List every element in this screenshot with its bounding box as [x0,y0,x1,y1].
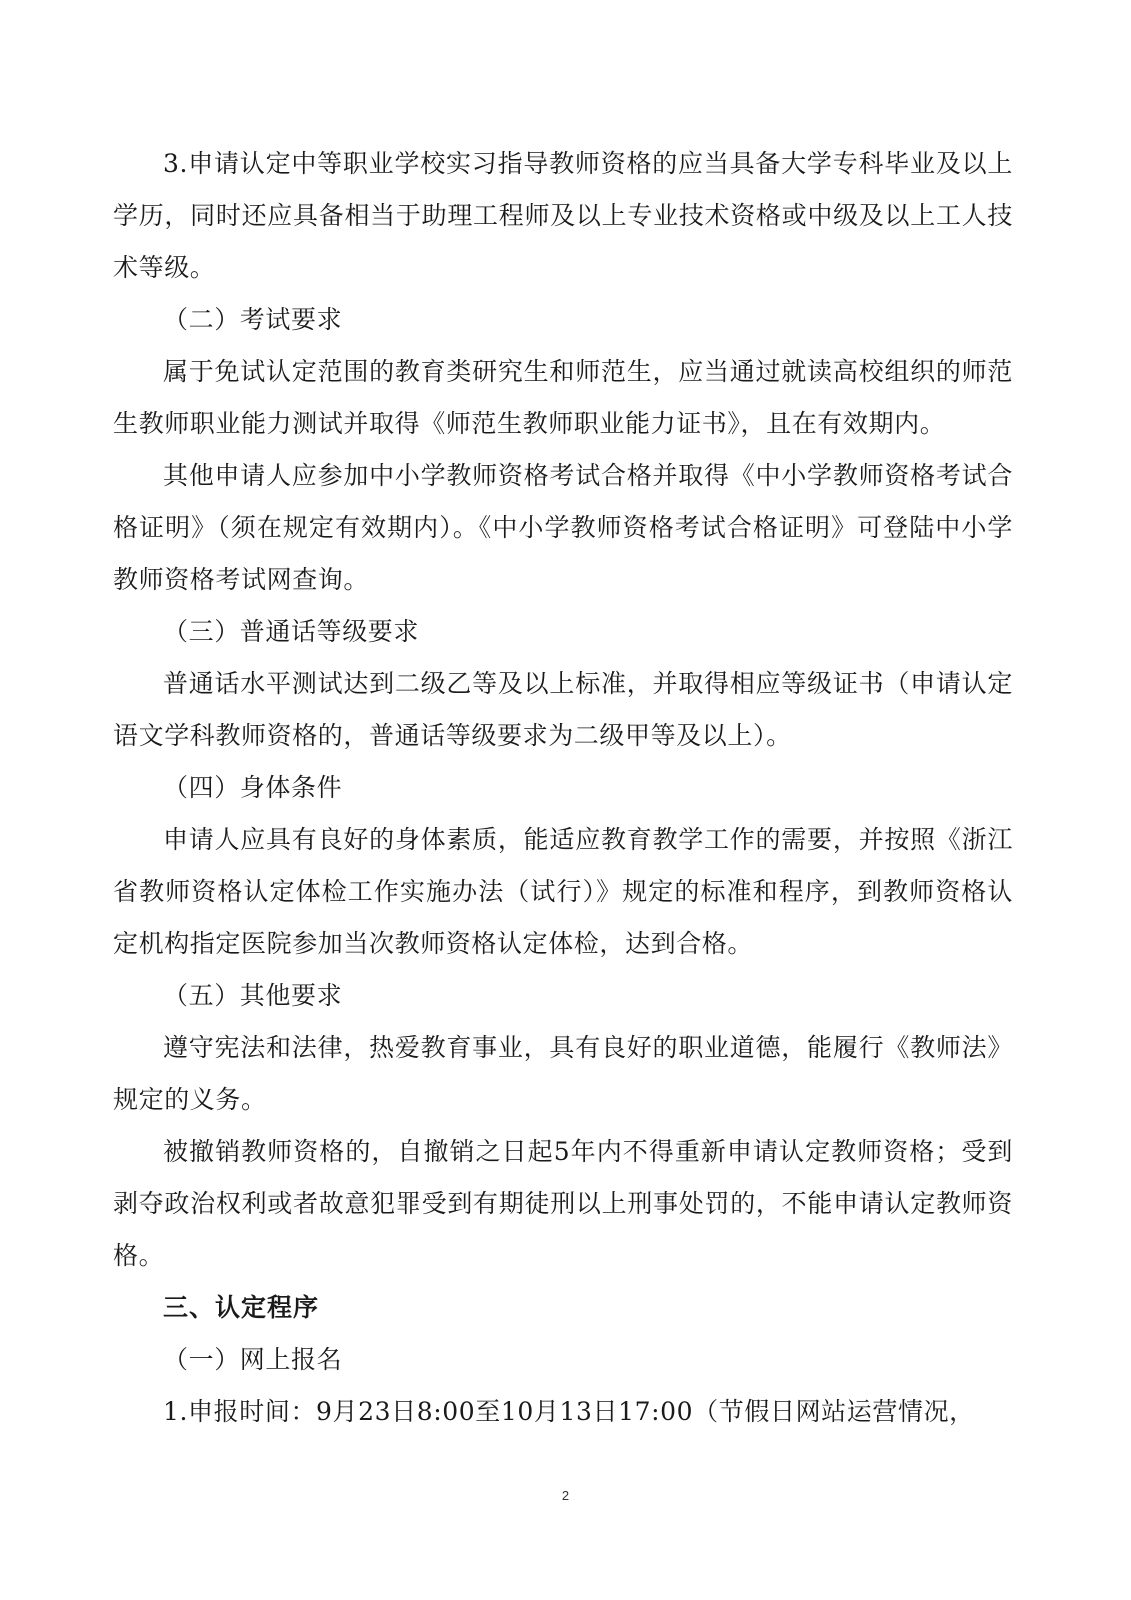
paragraph-law-and-ethics: 遵守宪法和法律，热爱教育事业，具有良好的职业道德，能履行《教师法》规定的义务。 [113,1033,1013,1114]
section-heading-procedure: 三、认定程序 [163,1293,320,1322]
paragraph-physical-condition: 申请人应具有良好的身体素质，能适应教育教学工作的需要，并按照《浙江省教师资格认定体检工作实施办法（试行）》规定的标准和程序，到教师资格认定机构指定医院参加当次教师资格认定体检，达到合格。 [113,825,1013,958]
subheading-online-registration: （一）网上报名 [163,1345,343,1374]
paragraph-registration-time: 1.申报时间：9月23日8:00至10月13日17:00（节假日网站运营情况， [163,1397,975,1426]
paragraph-exam-exempt: 属于免试认定范围的教育类研究生和师范生，应当通过就读高校组织的师范生教师职业能力测试并取得《师范生教师职业能力证书》，且在有效期内。 [113,357,1013,438]
paragraph-revocation: 被撤销教师资格的，自撤销之日起5年内不得重新申请认定教师资格；受到剥夺政治权利或者故意犯罪受到有期徒刑以上刑事处罚的，不能申请认定教师资格。 [113,1137,1013,1270]
subheading-mandarin-level: （三）普通话等级要求 [163,617,420,646]
subheading-physical-condition: （四）身体条件 [163,773,343,802]
paragraph-mandarin-level: 普通话水平测试达到二级乙等及以上标准，并取得相应等级证书（申请认定语文学科教师资格的，普通话等级要求为二级甲等及以上）。 [113,669,1013,750]
subheading-exam-requirements: （二）考试要求 [163,305,343,334]
subheading-other-requirements: （五）其他要求 [163,981,343,1010]
paragraph-other-applicants-exam: 其他申请人应参加中小学教师资格考试合格并取得《中小学教师资格考试合格证明》（须在规定有效期内）。《中小学教师资格考试合格证明》可登陆中小学教师资格考试网查询。 [113,461,1013,594]
paragraph-practice-teacher-qualification: 3.申请认定中等职业学校实习指导教师资格的应当具备大学专科毕业及以上学历，同时还应具备相当于助理工程师及以上专业技术资格或中级及以上工人技术等级。 [113,149,1013,282]
page-number: 2 [561,1488,570,1503]
document-body [113,138,1013,1438]
